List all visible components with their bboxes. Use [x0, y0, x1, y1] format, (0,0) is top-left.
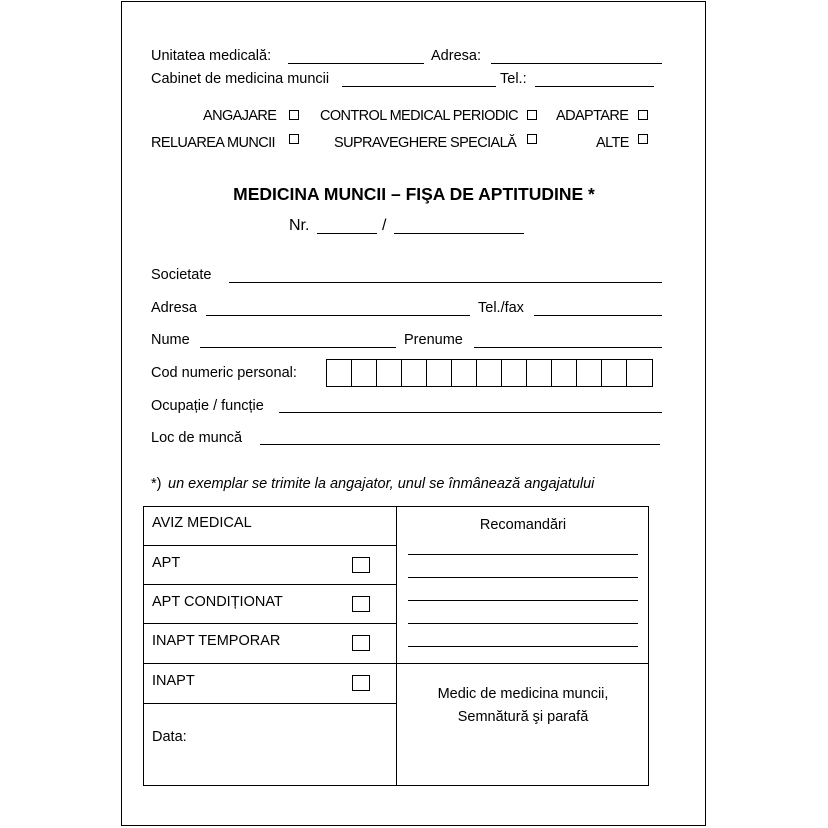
recomandari-label: Recomandări	[479, 517, 567, 533]
row-divider	[143, 623, 396, 624]
cnp-digit[interactable]	[327, 360, 352, 386]
unitatea-label: Unitatea medicală:	[151, 48, 272, 64]
recomandari-line[interactable]	[408, 577, 638, 578]
adresa-header-field[interactable]	[491, 63, 662, 64]
recomandari-line[interactable]	[408, 623, 638, 624]
telfax-field[interactable]	[534, 315, 662, 316]
form-title: MEDICINA MUNCII – FIŞA DE APTITUDINE *	[233, 184, 595, 204]
footnote-text: un exemplar se trimite la angajator, unul se înmânează angajatului	[168, 476, 595, 492]
cnp-digit[interactable]	[577, 360, 602, 386]
reluarea-checkbox[interactable]	[289, 134, 299, 144]
cnp-digit[interactable]	[452, 360, 477, 386]
cnp-digit[interactable]	[377, 360, 402, 386]
table-divider-vertical	[396, 506, 397, 786]
angajare-checkbox[interactable]	[289, 110, 299, 120]
recomandari-line[interactable]	[408, 646, 638, 647]
apt-conditionat-checkbox[interactable]	[352, 596, 370, 612]
alte-checkbox[interactable]	[638, 134, 648, 144]
cnp-boxes[interactable]	[326, 359, 653, 387]
data-label: Data:	[152, 729, 187, 745]
inapt-checkbox[interactable]	[352, 675, 370, 691]
semnatura-label: Semnătură şi parafă	[457, 709, 589, 725]
nume-field[interactable]	[200, 347, 396, 348]
row-divider	[143, 663, 649, 664]
reluarea-label: RELUAREA MUNCII	[151, 135, 275, 151]
cnp-digit[interactable]	[402, 360, 427, 386]
loc-munca-field[interactable]	[260, 444, 660, 445]
prenume-label: Prenume	[404, 332, 463, 348]
apt-conditionat-label: APT CONDIȚIONAT	[152, 594, 283, 610]
alte-label: ALTE	[596, 135, 629, 151]
apt-checkbox[interactable]	[352, 557, 370, 573]
cnp-digit[interactable]	[602, 360, 627, 386]
supraveghere-label: SUPRAVEGHERE SPECIALĂ	[334, 135, 517, 151]
control-checkbox[interactable]	[527, 110, 537, 120]
tel-field[interactable]	[535, 86, 654, 87]
nume-label: Nume	[151, 332, 190, 348]
ocupatie-label: Ocupație / funcție	[151, 398, 264, 414]
tel-label: Tel.:	[500, 71, 527, 87]
cnp-digit[interactable]	[552, 360, 577, 386]
aviz-heading: AVIZ MEDICAL	[152, 515, 252, 531]
apt-label: APT	[152, 555, 181, 571]
loc-munca-label: Loc de muncă	[151, 430, 243, 446]
cnp-label: Cod numeric personal:	[151, 365, 297, 381]
recomandari-line[interactable]	[408, 600, 638, 601]
cabinet-label: Cabinet de medicina muncii	[151, 71, 330, 87]
row-divider	[143, 545, 396, 546]
cnp-digit[interactable]	[352, 360, 377, 386]
nr-date-field[interactable]	[394, 233, 524, 234]
inapt-temporar-label: INAPT TEMPORAR	[152, 633, 281, 649]
adaptare-checkbox[interactable]	[638, 110, 648, 120]
angajare-label: ANGAJARE	[203, 108, 277, 124]
cnp-digit[interactable]	[527, 360, 552, 386]
nr-field[interactable]	[317, 233, 377, 234]
supraveghere-checkbox[interactable]	[527, 134, 537, 144]
inapt-label: INAPT	[152, 673, 195, 689]
prenume-field[interactable]	[474, 347, 662, 348]
medic-label: Medic de medicina muncii,	[437, 686, 609, 702]
cabinet-field[interactable]	[342, 86, 496, 87]
control-label: CONTROL MEDICAL PERIODIC	[320, 108, 519, 124]
cnp-digit[interactable]	[627, 360, 652, 386]
adaptare-label: ADAPTARE	[556, 108, 629, 124]
cnp-digit[interactable]	[502, 360, 527, 386]
inapt-temporar-checkbox[interactable]	[352, 635, 370, 651]
cnp-digit[interactable]	[477, 360, 502, 386]
row-divider	[143, 584, 396, 585]
societate-field[interactable]	[229, 282, 662, 283]
row-divider	[143, 703, 396, 704]
adresa-label: Adresa	[151, 300, 197, 316]
adresa-header-label: Adresa:	[431, 48, 481, 64]
telfax-label: Tel./fax	[478, 300, 524, 316]
adresa-field[interactable]	[206, 315, 470, 316]
footnote-marker: *)	[151, 476, 162, 492]
societate-label: Societate	[151, 267, 212, 283]
nr-separator: /	[382, 217, 387, 234]
nr-label: Nr.	[289, 217, 310, 234]
ocupatie-field[interactable]	[279, 412, 662, 413]
cnp-digit[interactable]	[427, 360, 452, 386]
recomandari-line[interactable]	[408, 554, 638, 555]
unitatea-field[interactable]	[288, 63, 424, 64]
